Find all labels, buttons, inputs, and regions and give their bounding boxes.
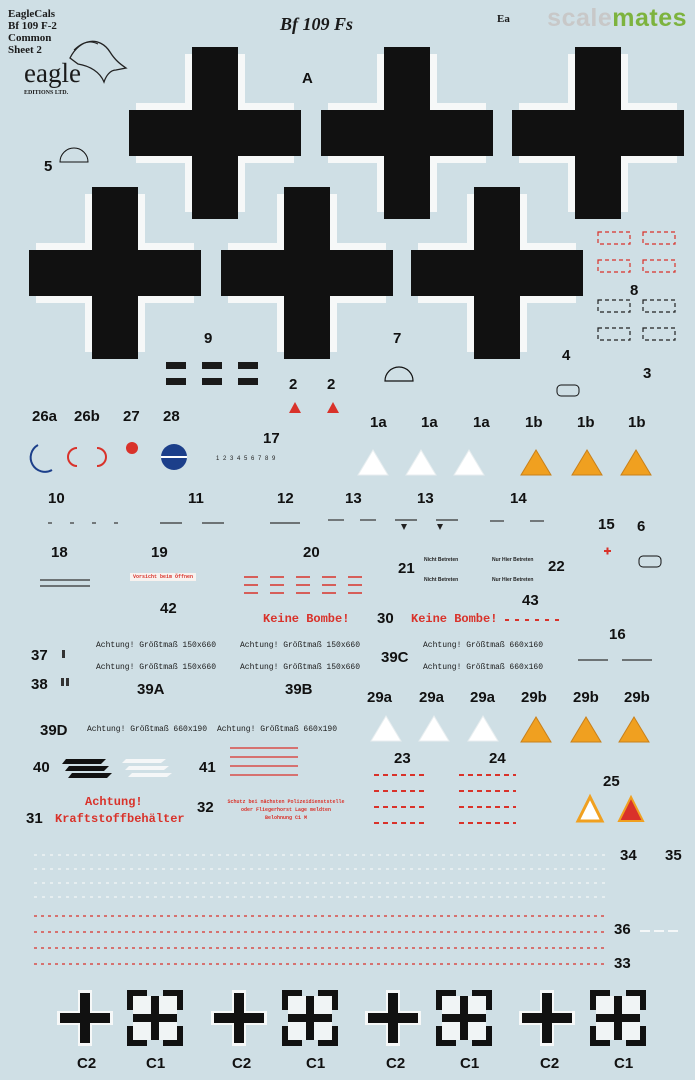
stencil-nicht-betreten-2: Nicht Betreten (424, 577, 459, 583)
label-29a-3: 29a (470, 689, 496, 706)
triangle-icon (289, 402, 301, 413)
outline-cross-icon (282, 990, 288, 1010)
label-29a-2: 29a (419, 689, 445, 706)
outline-cross-icon (590, 1026, 596, 1046)
triangle-icon (572, 450, 602, 475)
label-32: 32 (197, 799, 214, 816)
label-10: 10 (48, 490, 65, 507)
outline-cross-icon (640, 1026, 646, 1046)
label-18: 18 (51, 544, 68, 561)
filler-cap-icon (60, 148, 88, 162)
outline-cross-icon (486, 990, 492, 1010)
arc-icon (31, 445, 52, 472)
stencil-vorsicht: Vorsicht beim Öffnen (130, 573, 196, 581)
stencil-keine-bombe-2: Keine Bombe! (411, 612, 498, 626)
outline-cross-icon (288, 1014, 332, 1022)
outline-cross-icon (177, 990, 183, 1010)
label-13b: 13 (417, 490, 434, 507)
label-6: 6 (637, 518, 646, 535)
balkenkreuz-icon (505, 47, 691, 219)
label-12: 12 (277, 490, 294, 507)
label-19: 19 (151, 544, 168, 561)
walkway-stripe-icon (68, 773, 112, 778)
arc-icon (68, 448, 77, 466)
triangle-icon (621, 450, 651, 475)
stencil-achtung-150-c: Achtung! Größtmaß 150x660 (240, 641, 361, 650)
label-24: 24 (489, 750, 506, 767)
brand-line1: EagleCals (8, 8, 56, 20)
label-29a-1: 29a (367, 689, 393, 706)
brand-line2: Bf 109 F-2 (8, 20, 57, 32)
eagle-logo-word: eagle (24, 58, 81, 88)
arrow-icon (437, 524, 443, 530)
outline-cross-icon (177, 1026, 183, 1046)
stencil-nur-hier-1: Nur Hier Betreten (492, 557, 534, 563)
label-8: 8 (630, 282, 639, 299)
balkenkreuz-icon (542, 993, 552, 1043)
outline-cross-icon (436, 1026, 442, 1046)
label-28: 28 (163, 408, 180, 425)
outline-cross-icon (133, 1014, 177, 1022)
outline-cross-icon (127, 1026, 133, 1046)
outline-cross-icon (442, 1014, 486, 1022)
label-42: 42 (160, 600, 177, 617)
stencil-achtung-660-b: Achtung! Größtmaß 660x160 (423, 663, 544, 672)
stencil-plate-icon (166, 378, 186, 385)
stencil-achtung-150-b: Achtung! Größtmaß 150x660 (96, 663, 217, 672)
dashed-panel-icon (598, 300, 630, 312)
label-C2-4: C2 (540, 1055, 560, 1072)
arrow-icon (401, 524, 407, 530)
dashed-panel-icon (598, 232, 630, 244)
label-C2-2: C2 (232, 1055, 252, 1072)
label-14: 14 (510, 490, 527, 507)
dashed-panel-icon (643, 300, 675, 312)
stencil-plate-icon (202, 362, 222, 369)
triangle-icon (327, 402, 339, 413)
label-36: 36 (614, 921, 631, 938)
balkenkreuz-icon (234, 993, 244, 1043)
triangle-icon (521, 717, 551, 742)
dashed-panel-icon (598, 260, 630, 272)
filler-cap-icon (639, 556, 661, 567)
triangle-icon (406, 450, 436, 475)
label-C1-1: C1 (146, 1055, 166, 1072)
label-4: 4 (562, 347, 571, 364)
triangle-icon (521, 450, 551, 475)
walkway-stripe-icon (128, 773, 172, 777)
stencil-achtung-red: Achtung! (85, 795, 143, 809)
triangle-icon (454, 450, 484, 475)
stencil-achtung-660-d: Achtung! Größtmaß 660x190 (217, 725, 338, 734)
label-16: 16 (609, 626, 626, 643)
label-30: 30 (377, 610, 394, 627)
label-23: 23 (394, 750, 411, 767)
small-stencil-mark (66, 678, 69, 686)
label-13a: 13 (345, 490, 362, 507)
label-39C: 39C (381, 649, 409, 666)
dashed-panel-icon (643, 232, 675, 244)
stencil-plate-icon (238, 362, 258, 369)
label-29b-1: 29b (521, 689, 547, 706)
triangle-icon (371, 716, 401, 741)
label-1a-1: 1a (370, 414, 387, 431)
stencil-plate-icon (202, 378, 222, 385)
stencil-plate-icon (238, 378, 258, 385)
label-7: 7 (393, 330, 402, 347)
label-A: A (302, 70, 313, 87)
filler-cap-icon (557, 385, 579, 396)
walkway-stripe-icon (125, 766, 169, 770)
label-35: 35 (665, 847, 682, 864)
stencil-rescue: Schutz bei nächsten Polizeidienststelle oder Fliegerhorst Lage meldten Belohnung C1 M (227, 799, 345, 821)
label-C1-4: C1 (614, 1055, 634, 1072)
label-34: 34 (620, 847, 637, 864)
stencil-plate-icon (166, 362, 186, 369)
label-31: 31 (26, 810, 43, 827)
label-39D: 39D (40, 722, 68, 739)
stencil-achtung-660-a: Achtung! Größtmaß 660x160 (423, 641, 544, 650)
triangle-icon (358, 450, 388, 475)
outline-cross-icon (332, 1026, 338, 1046)
label-26a: 26a (32, 408, 58, 425)
dashed-panel-icon (598, 328, 630, 340)
outline-cross-icon (596, 1014, 640, 1022)
label-1a-2: 1a (421, 414, 438, 431)
outline-cross-icon (486, 1026, 492, 1046)
label-C2-1: C2 (77, 1055, 97, 1072)
label-43: 43 (522, 592, 539, 609)
stencil-keine-bombe-1: Keine Bombe! (263, 612, 350, 626)
label-2a: 2 (289, 376, 298, 393)
red-cross-icon (607, 548, 609, 555)
label-5: 5 (44, 158, 53, 175)
label-1a-3: 1a (473, 414, 490, 431)
triangle-icon (571, 717, 601, 742)
label-9: 9 (204, 330, 213, 347)
label-1b-1: 1b (525, 414, 543, 431)
label-37: 37 (31, 647, 48, 664)
small-stencil-mark (62, 650, 65, 658)
stencil-achtung-150-d: Achtung! Größtmaß 150x660 (240, 663, 361, 672)
label-29b-2: 29b (573, 689, 599, 706)
label-41: 41 (199, 759, 216, 776)
outline-cross-icon (332, 990, 338, 1010)
arc-icon (97, 448, 106, 466)
label-39B: 39B (285, 681, 313, 698)
triangle-icon (619, 717, 649, 742)
walkway-stripe-icon (62, 759, 106, 764)
balkenkreuz-icon (80, 993, 90, 1043)
small-stencil-mark (61, 678, 64, 686)
stencil-nicht-betreten-1: Nicht Betreten (424, 557, 459, 563)
label-40: 40 (33, 759, 50, 776)
balkenkreuz-icon (22, 187, 208, 359)
label-C1-3: C1 (460, 1055, 480, 1072)
stencil-achtung-150-a: Achtung! Größtmaß 150x660 (96, 641, 217, 650)
walkway-stripe-icon (122, 759, 166, 763)
outline-cross-icon (436, 990, 442, 1010)
label-20: 20 (303, 544, 320, 561)
outline-cross-icon (127, 990, 133, 1010)
label-29b-3: 29b (624, 689, 650, 706)
eagle-logo-sub: EDITIONS LTD. (24, 90, 69, 96)
label-11: 11 (188, 490, 204, 507)
label-C2-3: C2 (386, 1055, 406, 1072)
outline-cross-icon (590, 990, 596, 1010)
label-C1-2: C1 (306, 1055, 326, 1072)
brand-line4: Sheet 2 (8, 44, 42, 56)
stencil-digits-17: 1 2 3 4 5 6 7 8 9 (216, 456, 277, 462)
label-2b: 2 (327, 376, 336, 393)
label-17: 17 (263, 430, 280, 447)
triangle-icon (578, 797, 602, 821)
label-33: 33 (614, 955, 631, 972)
outline-cross-icon (640, 990, 646, 1010)
label-26b: 26b (74, 408, 100, 425)
triangle-icon (468, 716, 498, 741)
triangle-icon (619, 797, 643, 821)
brand-line3: Common (8, 32, 52, 44)
label-39A: 39A (137, 681, 165, 698)
balkenkreuz-icon (388, 993, 398, 1043)
label-38: 38 (31, 676, 48, 693)
label-21: 21 (398, 560, 415, 577)
label-15: 15 (598, 516, 615, 533)
label-22: 22 (548, 558, 565, 575)
dashed-panel-icon (643, 260, 675, 272)
stencil-kraftstoffbehaelter: Kraftstoffbehälter (55, 812, 185, 826)
label-1b-3: 1b (628, 414, 646, 431)
label-27: 27 (123, 408, 140, 425)
outline-cross-icon (282, 1026, 288, 1046)
label-1b-2: 1b (577, 414, 595, 431)
sheet-title: Bf 109 Fs (280, 14, 354, 34)
stencil-nur-hier-2: Nur Hier Betreten (492, 577, 534, 583)
walkway-stripe-icon (65, 766, 109, 771)
red-dot-icon (126, 442, 138, 454)
label-25: 25 (603, 773, 620, 790)
triangle-icon (419, 716, 449, 741)
filler-cap-icon (385, 367, 413, 381)
dashed-panel-icon (643, 328, 675, 340)
label-3: 3 (643, 365, 652, 382)
watermark-partial: Ea (497, 13, 510, 25)
stencil-achtung-660-c: Achtung! Größtmaß 660x190 (87, 725, 208, 734)
watermark: scalemates (547, 4, 687, 32)
